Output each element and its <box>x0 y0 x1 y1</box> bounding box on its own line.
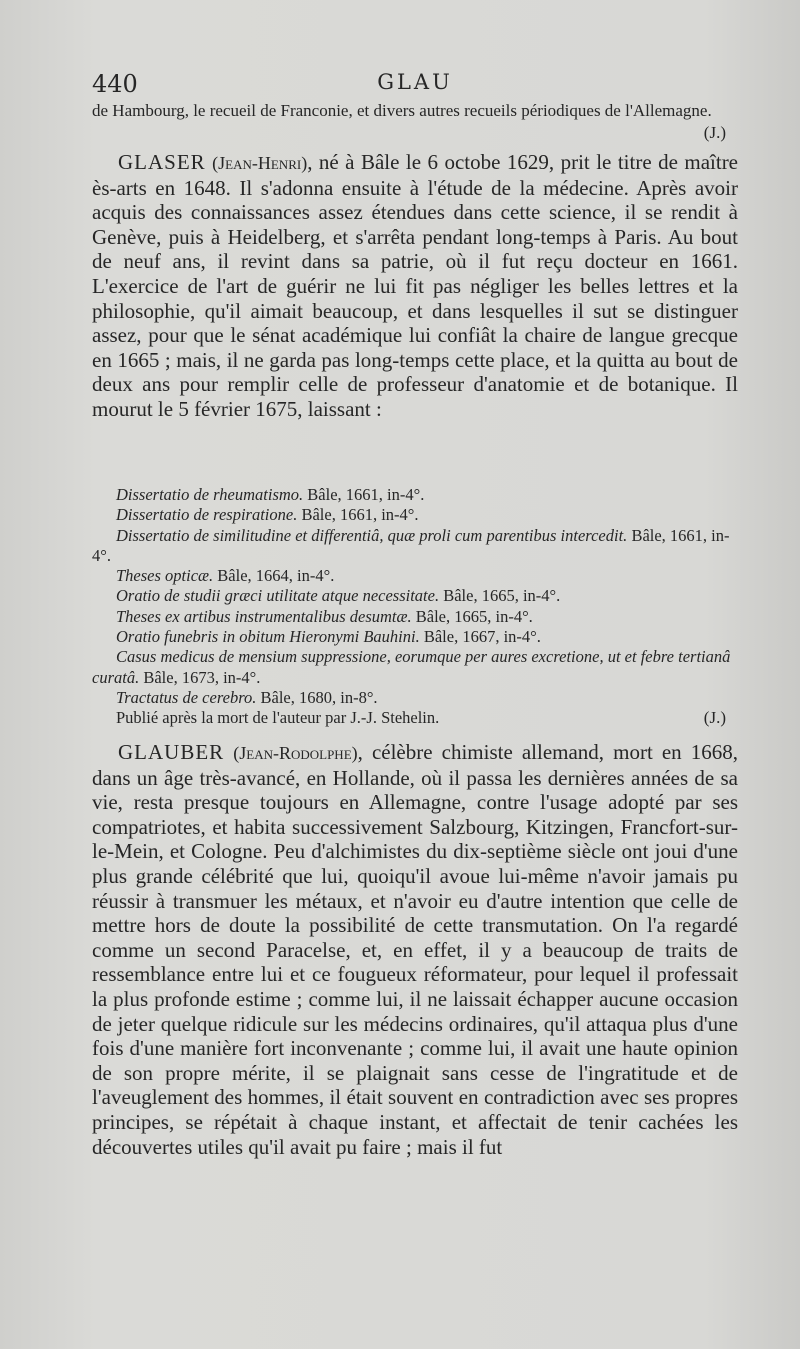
posthumous-text: Publié après la mort de l'auteur par J.-J. Stehelin. <box>116 708 440 728</box>
work-entry: Dissertatio de respiratione. Bâle, 1661, in-4°. <box>116 505 419 525</box>
page-header <box>92 70 738 100</box>
glauber-name: GLAUBER <box>118 740 225 764</box>
glaser-forename: (Jean-Henri) <box>212 153 308 173</box>
continuation-text: de Hambourg, le recueil de Franconie, et divers autres recueils périodiques de l'Allemagne. <box>92 101 712 120</box>
continuation-signature: (J.) <box>703 123 726 142</box>
page-number: 440 <box>92 70 138 98</box>
work-entry: Theses opticæ. Bâle, 1664, in-4°. <box>116 566 335 586</box>
work-entry: Casus medicus de mensium suppressione, eorumque per aures excretione, ut et febre tertianâ curatâ. Bâle, 1673, in-4°. <box>92 647 731 687</box>
work-entry: Dissertatio de rheumatismo. Bâle, 1661, in-4°. <box>116 485 425 504</box>
glauber-text: , célèbre chimiste allemand, mort en 1668, dans un âge très-avancé, en Hollande, où il passa les dernières années de sa vie, resta presque toujours en Allemagne, contre l'usage adopté par ses compatriotes, et habita successivement Salzbourg, Kitzingen, Francfort-sur-le-Mein, et Cologne. Peu d'alchimistes du dix-septième siècle ont joui d'une plus grande célébrité que lui, quoiqu'il avoue lui-même n'avoir jamais pu réussir à transmuer les métaux, et n'avoir eu d'autre intention que celle de mettre hors de doute la possibilité de cette transmutation. On l'a regardé comme un second Paracelse, et, en effet, il y a beaucoup de traits de ressemblance entre lui et ce fougueux réformateur, pour lequel il professait la plus profonde estime ; comme lui, il ne laissait échapper aucune occasion de jeter quelque ridicule sur les médecins ordinaires, qu'il attaqua plus d'une fois d'une manière fort inconvenante ; comme lui, il avait une haute opinion de son propre mérite, il se plaignait sans cesse de l'ingratitude et de l'aveuglement des hommes, il était souvent en contradiction avec ses propres principes, se répétait à chaque instant, et affectait de tenir cachées les découvertes utiles qu'il avait pu faire ; mais il fut <box>92 740 739 1159</box>
continuation-paragraph <box>92 100 738 144</box>
glauber-forename: (Jean-Rodolphe) <box>233 743 358 763</box>
work-entry: Dissertatio de similitudine et differentiâ, quæ proli cum parentibus intercedit. Bâle, 1661, in-4°. <box>92 525 730 565</box>
glaser-works-list <box>92 485 738 729</box>
posthumous-note <box>92 708 738 728</box>
work-entry: Theses ex artibus instrumentalibus desumtæ. Bâle, 1665, in-4°. <box>116 606 533 626</box>
glaser-name: GLASER <box>118 150 206 174</box>
running-head: GLAU <box>377 70 453 94</box>
glauber-entry <box>92 740 738 1159</box>
glaser-text: , né à Bâle le 6 octobe 1629, prit le titre de maître ès-arts en 1648. Il s'adonna ensuite à l'étude de la médecine. Après avoir acquis des connaissances assez étendues dans cette science, il se rendit à Genève, puis à Heidelberg, et s'arrêta pendant long-temps à Paris. Au bout de neuf ans, il revint dans sa patrie, où il fut reçu docteur en 1661. L'exercice de l'art de guérir ne lui fit pas négliger les belles lettres et la philosophie, qu'il aimait beaucoup, et dans lesquelles il sut se distinguer assez, pour que le sénat académique lui confiât la chaire de langue grecque en 1665 ; mais, il ne garda pas long-temps cette place, et la quitta au bout de deux ans pour remplir celle de professeur d'anatomie et de botanique. Il mourut le 5 février 1675, laissant : <box>92 150 739 421</box>
posthumous-signature: (J.) <box>703 708 726 728</box>
work-entry: Tractatus de cerebro. Bâle, 1680, in-8°. <box>116 687 378 707</box>
work-entry: Oratio de studii græci utilitate atque necessitate. Bâle, 1665, in-4°. <box>116 586 561 606</box>
work-entry: Oratio funebris in obitum Hieronymi Bauhini. Bâle, 1667, in-4°. <box>116 627 541 647</box>
glaser-entry <box>92 150 738 422</box>
